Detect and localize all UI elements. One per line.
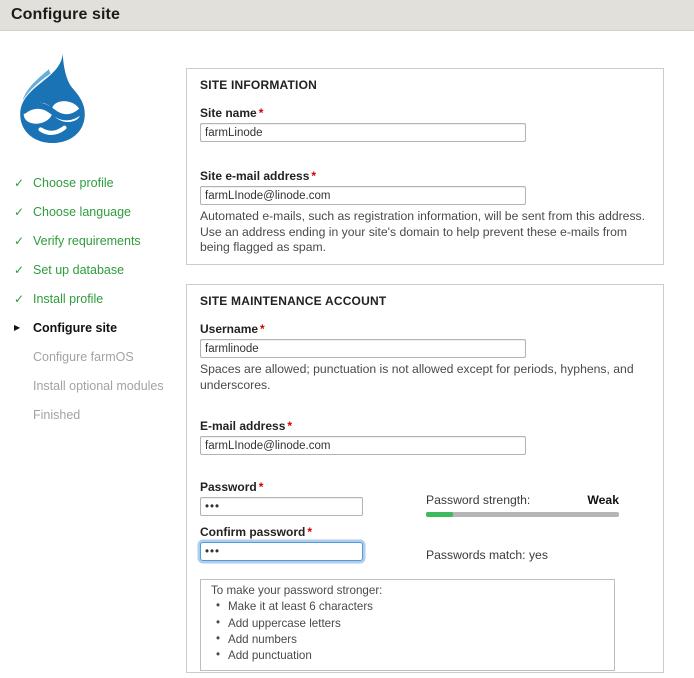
step-label: Verify requirements <box>33 233 141 248</box>
password-suggestions-box <box>200 579 615 671</box>
site-maintenance-account-fieldset <box>186 284 664 673</box>
username-label: Username * <box>200 322 265 336</box>
step-label: Install optional modules <box>33 378 164 393</box>
site-email-item <box>200 169 650 256</box>
email-input[interactable] <box>200 436 526 455</box>
password-feedback-column <box>426 480 619 562</box>
sidebar-step-install-optional-modules <box>14 371 184 400</box>
password-suggestion-item: • Add uppercase letters <box>211 617 604 631</box>
step-label: Configure farmOS <box>33 349 134 364</box>
druplicon-icon <box>10 50 95 146</box>
maintenance-account-legend: SITE MAINTENANCE ACCOUNT <box>200 294 387 308</box>
check-icon: ✓ <box>14 233 25 248</box>
page-header <box>0 0 694 31</box>
check-icon: ✓ <box>14 175 25 190</box>
sidebar-step-choose-profile <box>14 168 184 197</box>
password-suggestions-title: To make your password stronger: <box>211 584 383 598</box>
sidebar-step-configure-farmos <box>14 342 184 371</box>
site-information-fieldset <box>186 68 664 265</box>
required-marker: * <box>287 419 293 434</box>
check-icon: ✓ <box>14 262 25 277</box>
page-title: Configure site <box>11 6 120 23</box>
email-item <box>200 419 650 455</box>
step-label: Finished <box>33 407 81 422</box>
required-marker: * <box>258 480 264 495</box>
site-name-label: Site name * <box>200 106 264 120</box>
username-description: Spaces are allowed; punctuation is not allowed except for periods, hyphens, and underscores. <box>200 362 634 392</box>
password-strength-fill <box>426 512 453 517</box>
site-email-description: Automated e-mails, such as registration information, will be sent from this address. Use an address ending in your site's domain to help prevent these e-mails from being flagged as spam. <box>200 209 646 255</box>
username-input[interactable] <box>200 339 526 358</box>
password-suggestions-list <box>211 600 604 663</box>
confirm-password-input[interactable] <box>200 542 363 561</box>
site-name-item <box>200 106 650 142</box>
password-suggestion-item: • Add punctuation <box>211 649 604 663</box>
password-input[interactable] <box>200 497 363 516</box>
step-label: Choose language <box>33 204 131 219</box>
drupal-logo <box>10 50 95 146</box>
password-strength-level: Weak <box>587 493 619 508</box>
site-information-legend: SITE INFORMATION <box>200 78 317 92</box>
password-section <box>200 480 650 562</box>
step-label: Set up database <box>33 262 125 277</box>
sidebar-step-verify-requirements <box>14 226 184 255</box>
required-marker: * <box>260 322 265 336</box>
username-item <box>200 322 650 393</box>
password-strength-label: Password strength: <box>426 493 531 508</box>
site-email-label: Site e-mail address * <box>200 169 317 183</box>
site-email-input[interactable] <box>200 186 526 205</box>
sidebar-step-finished <box>14 400 184 429</box>
password-suggestion-item: • Make it at least 6 characters <box>211 600 604 614</box>
step-label: Install profile <box>33 291 104 306</box>
passwords-match-text: Passwords match: yes <box>426 548 548 563</box>
active-arrow-icon: ▶ <box>14 322 21 332</box>
sidebar-step-configure-site <box>14 313 184 342</box>
check-icon: ✓ <box>14 291 25 306</box>
installer-steps <box>14 168 184 429</box>
check-icon: ✓ <box>14 204 25 219</box>
required-marker: * <box>307 525 313 540</box>
sidebar-step-set-up-database <box>14 255 184 284</box>
password-suggestion-item: • Add numbers <box>211 633 604 647</box>
step-label: Configure site <box>33 320 118 335</box>
sidebar-step-choose-language <box>14 197 184 226</box>
sidebar-step-install-profile <box>14 284 184 313</box>
password-strength-header <box>426 493 619 507</box>
email-label: E-mail address * <box>200 419 293 434</box>
password-fields-column <box>200 480 426 562</box>
required-marker: * <box>258 106 264 120</box>
confirm-password-label: Confirm password * <box>200 525 313 540</box>
password-strength-bar <box>426 512 619 517</box>
password-label: Password * <box>200 480 264 495</box>
step-label: Choose profile <box>33 175 114 190</box>
site-name-input[interactable] <box>200 123 526 142</box>
confirm-password-item <box>200 525 426 561</box>
required-marker: * <box>311 169 317 183</box>
password-item <box>200 480 426 516</box>
